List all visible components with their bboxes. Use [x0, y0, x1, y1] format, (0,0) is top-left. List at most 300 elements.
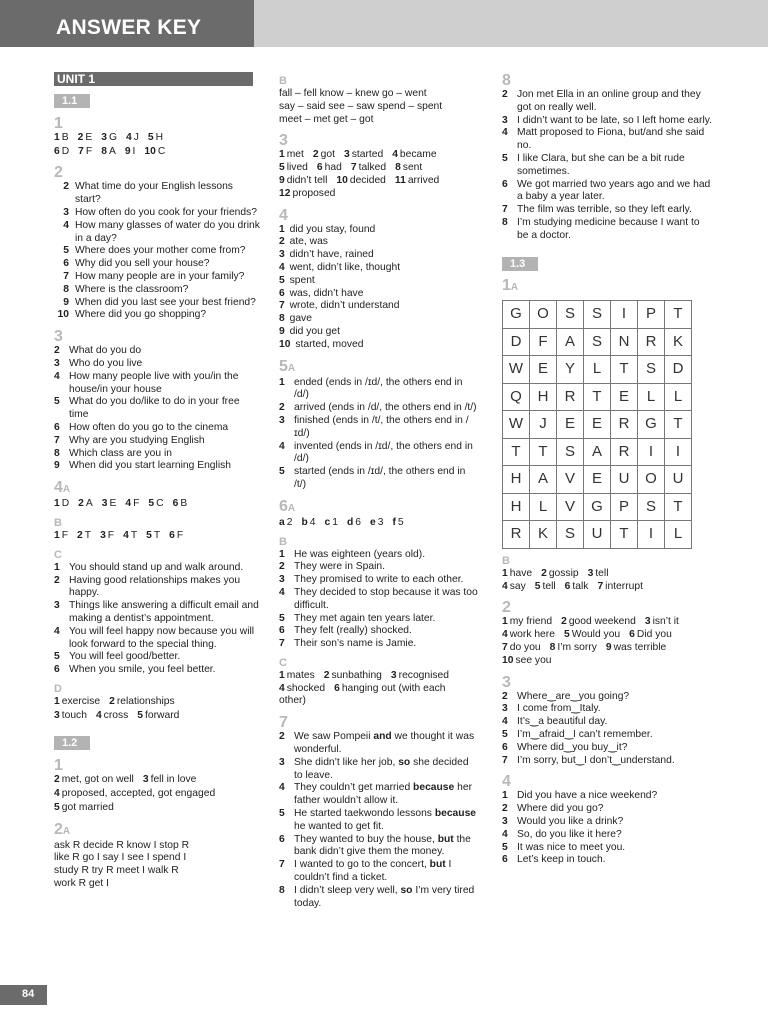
answer-number: 4	[279, 682, 285, 694]
item-text-part: I couldn’t find a ticket.	[294, 859, 452, 884]
grid-cell: H	[503, 493, 530, 521]
answer-value: F	[61, 529, 69, 541]
answer-number: 6	[54, 145, 60, 157]
answer-list	[54, 181, 260, 322]
grid-row	[503, 521, 692, 549]
answer-line: say – said see – saw spend – spent	[279, 100, 443, 112]
answer-line	[279, 236, 479, 249]
list-item	[54, 600, 260, 626]
answer-number: 6	[172, 498, 179, 510]
list-item	[279, 638, 479, 651]
item-number: 2	[502, 803, 508, 815]
grid-cell: K	[665, 328, 692, 356]
item-text: I’m sorry, but‿I don’t‿understand.	[517, 754, 675, 766]
item-text: They were in Spain.	[294, 561, 386, 573]
answer-text: spent	[286, 274, 315, 286]
answer-text: Would you	[571, 629, 621, 641]
answer-number: 8	[549, 642, 556, 654]
item-number: 3	[502, 114, 508, 126]
item-text: Where is the classroom?	[75, 283, 189, 295]
item-number: 6	[54, 664, 60, 676]
list-item	[502, 153, 712, 179]
exercise-heading: 3	[502, 673, 511, 691]
grid-cell: D	[665, 356, 692, 384]
answer-list	[54, 840, 260, 891]
list-item	[54, 626, 260, 652]
answer-text: I’m sorry	[557, 642, 597, 654]
answer-text: cross	[103, 709, 129, 721]
answer-line	[279, 288, 479, 301]
item-text: invented (ends in /ɪd/, the others end in /d/)	[294, 440, 473, 465]
grid-cell: L	[665, 521, 692, 549]
grid-cell: F	[530, 328, 557, 356]
grid-cell: E	[611, 383, 638, 411]
answer-number: 2	[77, 131, 84, 143]
item-text: Who do you live	[69, 357, 143, 369]
answer-number: 4	[279, 261, 285, 273]
answer-number: 9	[124, 145, 131, 157]
item-text: Things like answering a difficult email and making a dentist’s appointment.	[69, 600, 259, 624]
answer-text: hanging out (with each	[341, 682, 446, 694]
answer-line	[279, 162, 479, 175]
list-item	[502, 179, 712, 205]
answer-value: F	[107, 529, 115, 541]
answer-text: gave	[286, 313, 312, 325]
answer-number: 2	[541, 567, 547, 579]
column-3	[502, 70, 712, 867]
item-text: finished (ends in /t/, the others end in /ɪd/)	[294, 414, 469, 439]
item-number: 2	[279, 561, 285, 573]
item-number: 5	[502, 152, 508, 164]
item-number: 3	[279, 756, 285, 768]
answer-number: 7	[279, 300, 285, 312]
answer-line	[502, 581, 712, 594]
list-item	[279, 625, 479, 638]
answer-number: 4	[123, 529, 129, 541]
list-item	[502, 89, 712, 115]
answer-text: Did you	[636, 629, 672, 641]
item-text: How often do you cook for your friends?	[75, 206, 258, 218]
answer-line: fall – fell know – knew go – went	[279, 88, 427, 99]
list-item	[279, 613, 479, 626]
answer-text: isn’t it	[652, 616, 679, 628]
list-item	[279, 549, 479, 562]
answer-number: 6	[169, 529, 175, 541]
list-item	[279, 402, 479, 415]
answer-number: 9	[279, 174, 285, 186]
answer-number: 1	[54, 529, 60, 541]
item-text-part: He started taekwondo lessons	[294, 808, 435, 820]
answer-number: 2	[312, 149, 319, 161]
item-number: 7	[54, 434, 60, 446]
answer-line	[279, 326, 479, 339]
answer-line	[279, 300, 479, 313]
page-number: 84	[22, 988, 35, 1000]
answer-line	[54, 530, 260, 543]
list-item	[54, 371, 260, 397]
answer-line	[502, 568, 712, 581]
answer-text: tell	[595, 567, 609, 579]
answer-text: 3	[377, 516, 384, 528]
grid-cell: I	[611, 301, 638, 329]
grid-cell: T	[665, 411, 692, 439]
answer-line	[502, 642, 712, 655]
grid-cell: G	[638, 411, 665, 439]
answer-text: 6	[355, 516, 361, 528]
list-item	[54, 309, 260, 322]
grid-cell: I	[638, 438, 665, 466]
item-text: Why are you studying English	[69, 434, 205, 446]
answer-value: A	[108, 145, 116, 157]
answer-line	[502, 616, 712, 629]
exercise-heading: 1	[54, 757, 63, 775]
answer-number: 3	[101, 131, 107, 143]
item-text: The film was terrible, so they left early.	[517, 204, 692, 216]
item-text: I like Clara, but she can be a bit rude sometimes.	[517, 152, 685, 177]
exercise-subheading: B	[502, 554, 510, 567]
answer-line	[279, 188, 479, 201]
grid-cell: W	[503, 411, 530, 439]
grid-cell: I	[665, 438, 692, 466]
item-text: When you smile, you feel better.	[69, 664, 216, 676]
list-item	[279, 731, 479, 757]
answer-number: 6	[629, 629, 635, 641]
item-text-part: the bank didn’t give them the money.	[294, 833, 471, 858]
header-bar-light	[254, 0, 768, 47]
grid-cell: S	[584, 301, 611, 329]
answer-number: 6	[564, 580, 571, 592]
answer-text: gossip	[548, 567, 579, 579]
answer-text: arrived	[407, 174, 440, 186]
list-item	[279, 466, 479, 492]
list-item	[502, 691, 712, 704]
answer-number: 3	[587, 567, 594, 579]
answer-line	[54, 146, 260, 159]
answer-value: D	[61, 498, 70, 510]
answer-line	[279, 517, 479, 530]
item-text-part: They wanted to buy the house,	[294, 833, 438, 845]
answer-text: proposed, accepted, got engaged	[61, 788, 216, 800]
item-number: 3	[54, 357, 60, 369]
item-text	[294, 834, 479, 860]
answer-list	[279, 224, 479, 352]
answer-text: recognised	[398, 669, 450, 681]
grid-cell: S	[584, 328, 611, 356]
grid-cell: R	[638, 328, 665, 356]
item-number: 4	[54, 370, 60, 382]
item-number: 6	[279, 625, 285, 637]
answer-line	[502, 655, 712, 668]
item-number: 3	[63, 206, 69, 218]
grid-cell: S	[638, 356, 665, 384]
answer-list	[502, 568, 712, 594]
answer-number: 5	[279, 274, 285, 286]
item-text-part: I wanted to go to the concert,	[294, 859, 430, 871]
grid-cell: V	[557, 466, 584, 494]
answer-number: 4	[125, 498, 132, 510]
answer-list	[279, 731, 479, 910]
item-text-part: her father wouldn’t allow it.	[294, 782, 473, 807]
item-number: 4	[279, 782, 285, 794]
item-text: You will feel good/better.	[69, 651, 181, 663]
item-text	[294, 808, 479, 834]
item-number: 6	[502, 854, 508, 866]
grid-row	[503, 356, 692, 384]
item-text	[294, 885, 479, 911]
item-number: 7	[502, 204, 508, 216]
item-text: Where does your mother come from?	[75, 245, 246, 257]
exercise-subheading: C	[54, 548, 62, 561]
list-item	[54, 562, 260, 575]
answer-number: 7	[597, 580, 604, 592]
exercise-heading: 5A	[279, 357, 296, 375]
list-item	[502, 217, 712, 243]
item-text-part: we thought it was wonderful.	[294, 731, 475, 756]
item-number: 6	[279, 833, 285, 845]
list-item	[54, 245, 260, 258]
answer-text: do you	[509, 642, 541, 654]
item-linker: so	[398, 756, 411, 768]
section-label-1-2: 1.2	[54, 736, 90, 750]
exercise-heading: 3	[54, 328, 63, 346]
answer-number: 2	[109, 695, 115, 707]
answer-line	[54, 132, 260, 145]
item-text-part: I’m very tired today.	[294, 884, 475, 909]
answer-text: met, got on well	[61, 774, 134, 786]
item-number: 7	[279, 859, 285, 871]
item-number: 2	[279, 402, 285, 414]
answer-text: sunbathing	[331, 669, 382, 681]
answer-list	[54, 345, 260, 473]
item-text: How many people are in your family?	[75, 270, 245, 282]
answer-line	[279, 149, 479, 162]
item-number: 1	[279, 548, 285, 560]
answer-value: C	[156, 498, 164, 510]
item-text-part: They couldn’t get married	[294, 782, 414, 794]
item-number: 5	[502, 729, 508, 741]
answer-number: c	[324, 516, 331, 528]
grid-cell: H	[503, 466, 530, 494]
grid-cell: D	[503, 328, 530, 356]
list-item	[502, 742, 712, 755]
list-item	[279, 885, 479, 911]
answer-number: 8	[101, 145, 107, 157]
item-number: 4	[54, 625, 60, 637]
grid-cell: T	[611, 356, 638, 384]
item-number: 8	[279, 884, 285, 896]
answer-number: 6	[316, 162, 323, 174]
answer-text: mates	[286, 669, 315, 681]
item-text: When did you last see your best friend?	[75, 296, 256, 308]
grid-cell: U	[584, 521, 611, 549]
item-number: 1	[54, 561, 60, 573]
list-item	[54, 448, 260, 461]
answer-line	[279, 339, 479, 352]
item-text-part: We saw Pompeii	[294, 731, 374, 743]
item-text: Where did you go shopping?	[75, 309, 207, 321]
answer-list	[279, 377, 479, 492]
answer-text: did you stay, found	[286, 223, 376, 235]
item-number: 5	[54, 396, 60, 408]
grid-cell: T	[665, 301, 692, 329]
item-text: Why did you sell your house?	[75, 258, 210, 270]
item-text: How often do you go to the cinema	[69, 421, 229, 433]
answer-text: good weekend	[568, 616, 636, 628]
answer-number: 9	[279, 325, 285, 337]
grid-cell: E	[557, 411, 584, 439]
grid-cell: T	[665, 493, 692, 521]
item-number: 9	[63, 296, 69, 308]
answer-number: 2	[78, 498, 84, 510]
answer-text: have	[509, 567, 533, 579]
answer-number: 11	[394, 174, 406, 186]
list-item	[279, 757, 479, 783]
grid-cell: A	[557, 328, 584, 356]
answer-number: 3	[390, 669, 397, 681]
exercise-subheading: D	[54, 682, 62, 695]
exercise-heading: 1A	[502, 277, 519, 295]
list-item	[502, 729, 712, 742]
list-item	[54, 207, 260, 220]
item-number: 2	[502, 690, 508, 702]
answer-list	[279, 149, 479, 200]
answer-number: 2	[323, 669, 330, 681]
answer-number: 3	[279, 249, 285, 261]
item-linker: but	[437, 833, 454, 845]
answer-text: touch	[61, 709, 87, 721]
item-number: 3	[54, 600, 60, 612]
item-number: 5	[502, 841, 508, 853]
exercise-heading: 2	[54, 164, 63, 182]
answer-number: 1	[54, 695, 60, 707]
item-text: Let’s keep in touch.	[517, 854, 606, 866]
grid-cell: H	[530, 383, 557, 411]
item-text: They promised to write to each other.	[294, 574, 464, 586]
answer-number: 1	[54, 131, 60, 143]
item-text	[294, 757, 479, 783]
answer-line: like R go I say I see I spend I	[54, 852, 187, 864]
answer-number: 1	[54, 498, 60, 510]
exercise-heading: 2	[502, 599, 511, 617]
item-text: Where‿are‿you going?	[517, 690, 630, 702]
answer-line	[54, 498, 260, 511]
answer-text: got	[320, 149, 335, 161]
answer-number: 5	[137, 709, 144, 721]
answer-text: 4	[309, 516, 316, 528]
list-item	[279, 587, 479, 613]
list-item	[54, 181, 260, 207]
answer-number: 7	[350, 162, 357, 174]
answer-text: 1	[332, 516, 338, 528]
item-linker: so	[400, 884, 413, 896]
answer-line	[279, 695, 479, 708]
answer-number: 5	[54, 801, 60, 813]
answer-number: 1	[279, 669, 285, 681]
grid-cell: O	[638, 466, 665, 494]
answer-number: b	[301, 516, 308, 528]
grid-cell: T	[530, 438, 557, 466]
answer-text: work here	[509, 629, 555, 641]
item-number: 8	[54, 447, 60, 459]
answer-value: F	[133, 498, 140, 510]
answer-number: 1	[279, 223, 285, 235]
item-text: How many glasses of water do you drink in a day?	[75, 219, 260, 244]
list-item	[54, 220, 260, 246]
answer-text: started, moved	[292, 338, 364, 350]
answer-text: was, didn’t have	[286, 287, 364, 299]
item-number: 3	[279, 574, 285, 586]
grid-cell: A	[530, 466, 557, 494]
list-item	[279, 808, 479, 834]
answer-line: ask R decide R know I stop R	[54, 839, 190, 851]
item-number: 5	[279, 808, 285, 820]
unit-heading: UNIT 1	[54, 72, 253, 86]
item-text: Having good relationships makes you happy.	[69, 574, 241, 599]
grid-row	[503, 438, 692, 466]
list-item	[502, 755, 712, 768]
item-number: 3	[502, 703, 508, 715]
item-text: We got married two years ago and we had a baby a year later.	[517, 178, 711, 203]
answer-line	[54, 696, 260, 709]
list-item	[502, 829, 712, 842]
answer-text: 5	[397, 516, 404, 528]
answer-number: a	[279, 516, 285, 528]
answer-number: 3	[101, 498, 108, 510]
answer-number: 1	[279, 149, 285, 161]
answer-number: 10	[502, 654, 514, 666]
answer-list	[502, 89, 712, 243]
exercise-heading: 1	[54, 114, 63, 132]
answer-number: 2	[279, 236, 285, 248]
grid-cell: P	[638, 301, 665, 329]
answer-text: sent	[402, 162, 423, 174]
answer-number: 4	[95, 709, 102, 721]
item-linker: because	[413, 782, 455, 794]
answer-number: 3	[54, 709, 60, 721]
grid-cell: T	[611, 521, 638, 549]
answer-value: J	[133, 131, 139, 143]
answer-text: say	[509, 580, 526, 592]
item-text: I’m studying medicine because I want to be a doctor.	[517, 216, 700, 241]
grid-cell: R	[611, 438, 638, 466]
list-item	[54, 297, 260, 310]
item-number: 5	[63, 245, 69, 257]
answer-number: 3	[142, 774, 149, 786]
exercise-heading: 8	[502, 72, 511, 89]
column-2	[279, 74, 479, 910]
item-linker: because	[434, 808, 477, 820]
grid-cell: L	[584, 356, 611, 384]
list-item	[54, 422, 260, 435]
item-text: They decided to stop because it was too difficult.	[294, 586, 478, 611]
list-item	[54, 664, 260, 677]
list-item	[502, 790, 712, 803]
exercise-subheading: B	[279, 75, 287, 87]
exercise-heading: 7	[279, 714, 288, 732]
item-text: What time do your English lessons start?	[75, 181, 233, 206]
exercise-heading: 4A	[54, 479, 71, 497]
grid-cell: R	[503, 521, 530, 549]
answer-number: 5	[147, 131, 154, 143]
grid-row	[503, 411, 692, 439]
answer-text: was terrible	[613, 642, 667, 654]
grid-cell: E	[584, 411, 611, 439]
answer-number: 4	[502, 580, 508, 592]
item-number: 2	[54, 574, 60, 586]
list-item	[279, 859, 479, 885]
answer-line	[54, 788, 260, 801]
answer-value: T	[84, 529, 92, 541]
